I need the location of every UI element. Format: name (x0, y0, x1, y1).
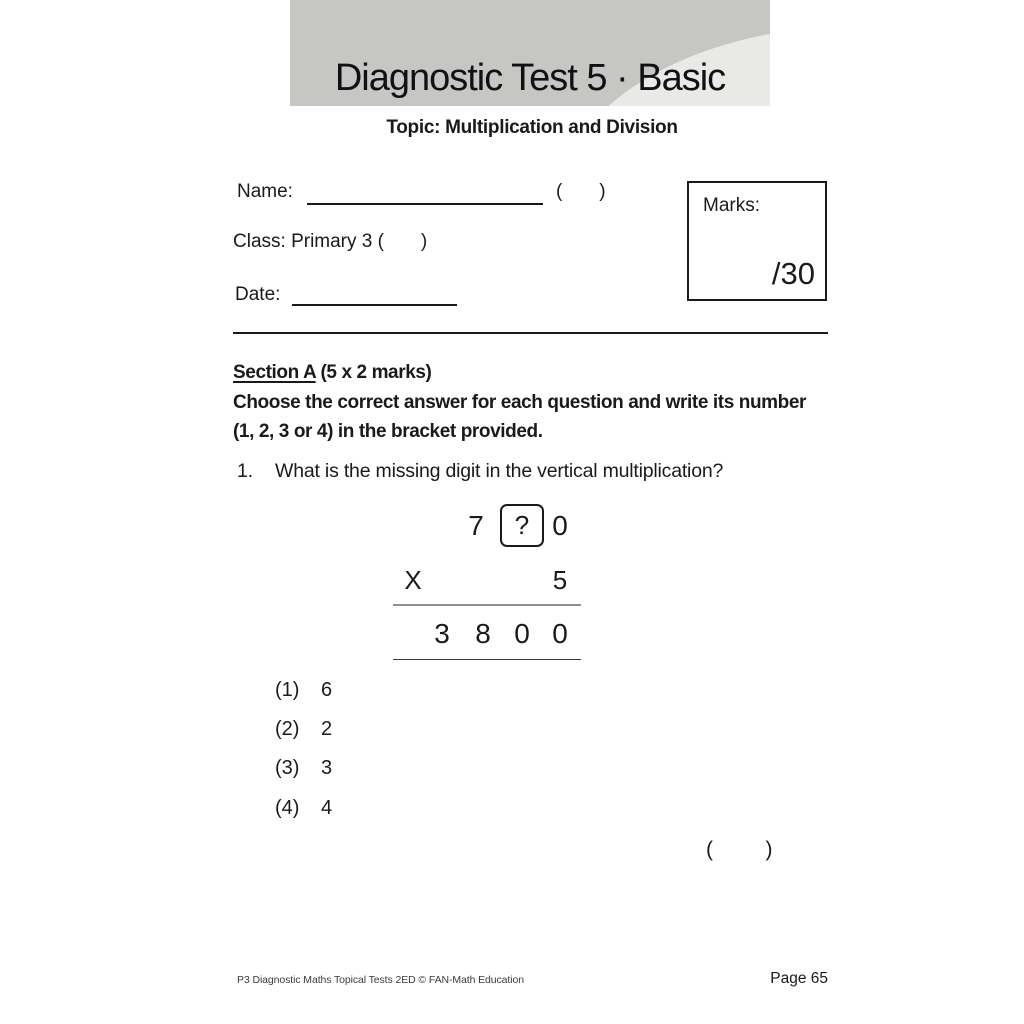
question-number: 1. (237, 460, 253, 482)
footer-copyright: P3 Diagnostic Maths Topical Tests 2ED © FAN-Math Education (237, 974, 524, 986)
product-digit-4: 0 (552, 618, 568, 649)
date-label: Date: (235, 284, 281, 305)
option-2-number: (2) (275, 718, 300, 740)
page-title: Diagnostic Test 5 · Basic (334, 57, 726, 99)
name-fill-line (307, 203, 543, 205)
missing-digit-placeholder: ? (514, 510, 530, 540)
question-text: What is the missing digit in the vertical multiplication? (275, 460, 724, 482)
section-heading (233, 362, 431, 384)
option-1-number: (1) (275, 679, 300, 701)
section-heading-note: (5 x 2 marks) (315, 362, 432, 383)
product-digit-1: 3 (434, 618, 450, 649)
missing-digit-box (500, 504, 544, 547)
option-4-number: (4) (275, 797, 300, 819)
class-line: Class: Primary 3 ( ) (233, 231, 428, 252)
date-fill-line (292, 304, 457, 306)
product-digit-2: 8 (475, 618, 491, 649)
footer-page-number: Page 65 (770, 970, 828, 987)
marks-total: /30 (771, 256, 815, 291)
multiply-operator: X (404, 565, 422, 595)
multiplier-digit: 5 (552, 565, 568, 595)
name-bracket: ( ) (556, 181, 606, 202)
vertical-multiplication (393, 504, 581, 664)
option-3-number: (3) (275, 757, 300, 779)
marks-box (687, 181, 827, 301)
section-instruction-line1: Choose the correct answer for each question and write its number (233, 392, 807, 413)
product-rule-line (393, 659, 581, 660)
multiplicand-digit-hundreds: 7 (468, 510, 484, 541)
topic-subtitle: Topic: Multiplication and Division (386, 117, 678, 138)
header-banner (290, 0, 770, 106)
multiplication-rule-line (393, 604, 581, 606)
option-4-value: 4 (321, 797, 333, 819)
marks-label: Marks: (703, 195, 760, 216)
name-label: Name: (237, 181, 293, 202)
product-digit-3: 0 (514, 618, 530, 649)
section-heading-title: Section A (233, 362, 316, 383)
option-3-value: 3 (321, 757, 333, 779)
option-2-value: 2 (321, 718, 333, 740)
answer-bracket: ( ) (706, 838, 773, 861)
multiplicand-digit-ones: 0 (552, 510, 568, 541)
option-1-value: 6 (321, 679, 333, 701)
section-instruction-line2: (1, 2, 3 or 4) in the bracket provided. (233, 421, 543, 442)
section-divider (233, 332, 828, 334)
